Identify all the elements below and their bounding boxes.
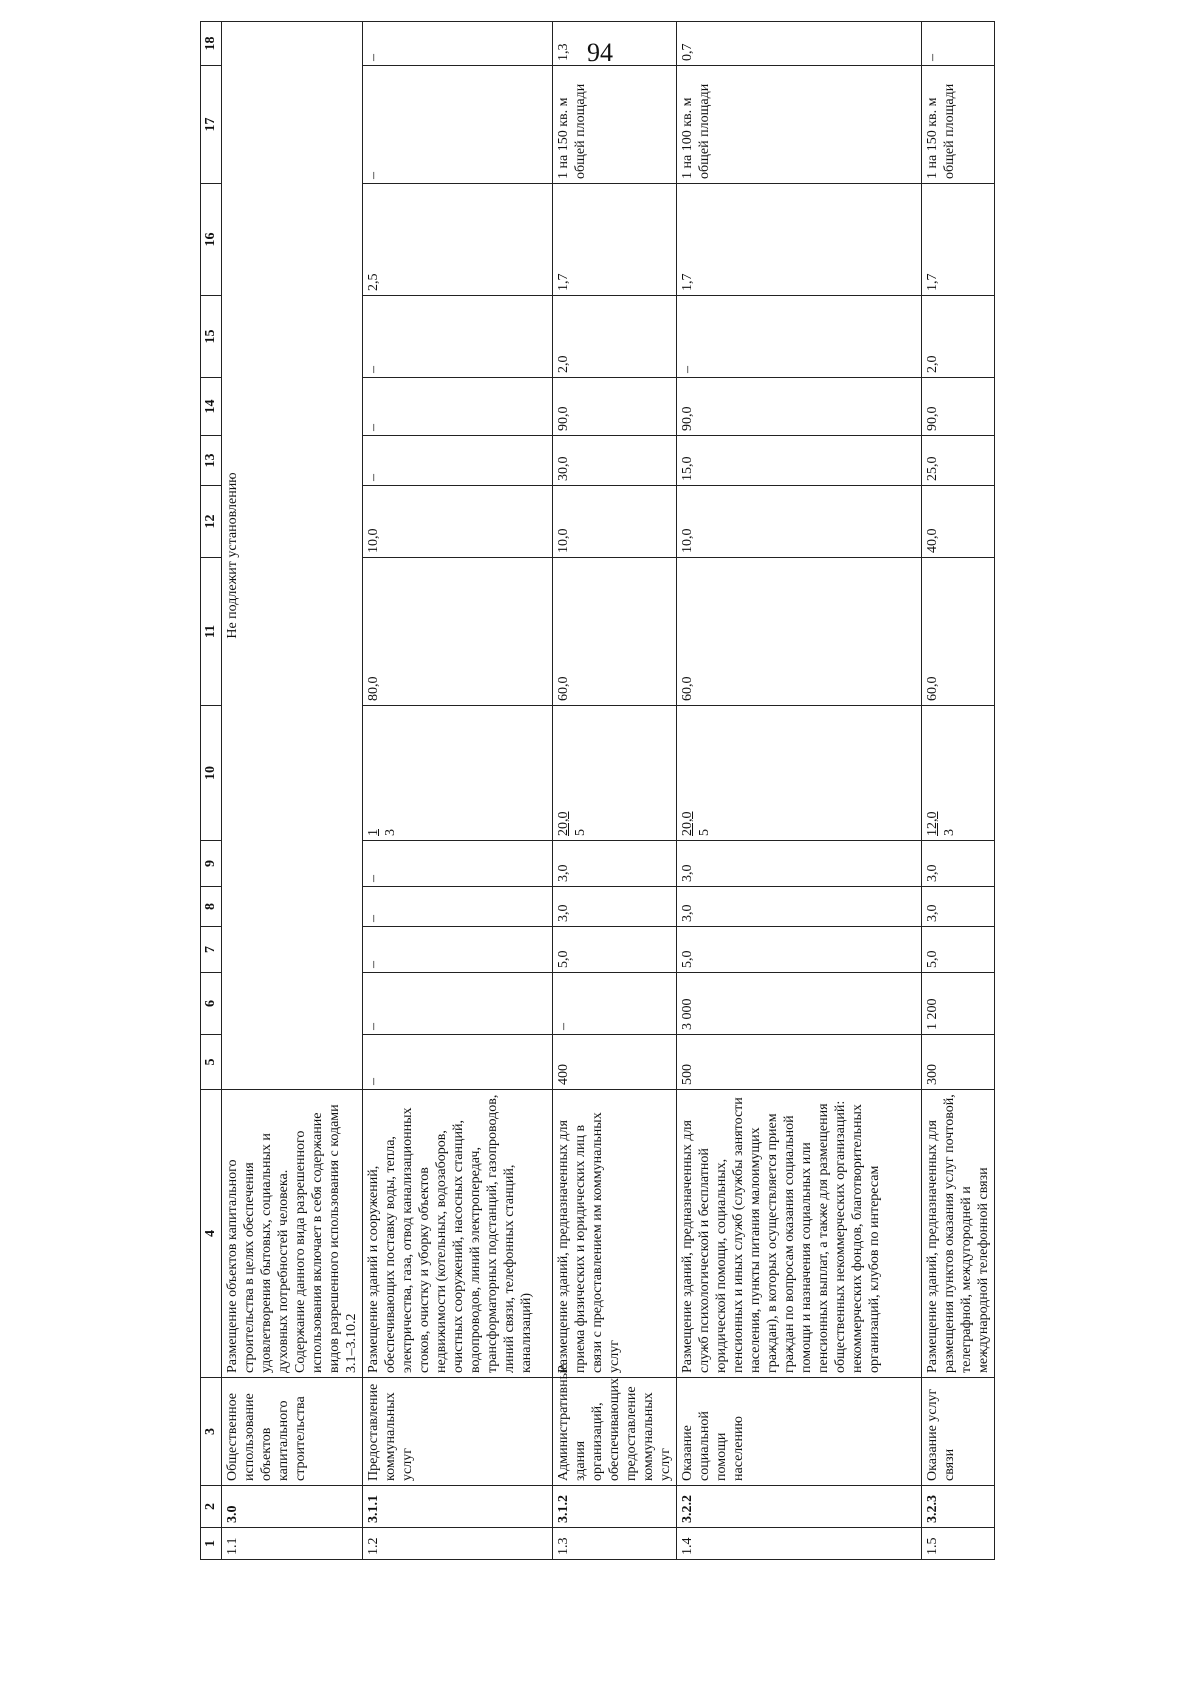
header-cell: 9: [201, 841, 222, 887]
header-cell: 16: [201, 184, 222, 296]
header-cell: 17: [201, 66, 222, 184]
use-code: 3.1.1: [363, 1486, 553, 1528]
header-cell: 6: [201, 973, 222, 1035]
table-row: [677, 22, 922, 1560]
cell-8: –: [363, 887, 553, 927]
cell-9: –: [363, 841, 553, 887]
header-cell: 4: [201, 1090, 222, 1378]
cell-9: 3,0: [922, 841, 995, 887]
cell-13: 25,0: [922, 436, 995, 486]
cell-13: 30,0: [553, 436, 677, 486]
fraction-numerator: 12,0: [925, 811, 940, 836]
row-number: 1.4: [677, 1528, 922, 1560]
cell-12: 10,0: [553, 486, 677, 558]
fraction-denominator: 5: [573, 829, 588, 836]
table-row: [922, 22, 995, 1560]
fraction-numerator: 20,0: [680, 811, 695, 836]
cell-5: 400: [553, 1035, 677, 1090]
table-row: [222, 22, 363, 1560]
cell-17: 1 на 100 кв. м общей площади: [677, 66, 922, 184]
cell-15: 2,0: [553, 296, 677, 378]
cell-13: 15,0: [677, 436, 922, 486]
cell-16: 2,5: [363, 184, 553, 296]
use-name: Оказание услуг связи: [922, 1378, 995, 1486]
cell-14: 90,0: [677, 378, 922, 436]
cell-6: 3 000: [677, 973, 922, 1035]
header-cell: 8: [201, 887, 222, 927]
cell-7: 5,0: [677, 927, 922, 973]
cell-12: 10,0: [677, 486, 922, 558]
cell-8: 3,0: [677, 887, 922, 927]
use-description: Размещение зданий и сооружений, обеспечивающих поставку воды, тепла, электричества, газа, отвод канализационных стоков, очистку и уборку объектов недвижимости (котельных, водозаборов, очистных сооружений, насосных станций, водопроводов, линий электропередач, трансформаторных подстанций, газопроводов, линий связи, телефонных станций, канализаций): [363, 1090, 553, 1378]
cell-12: 10,0: [363, 486, 553, 558]
page-number: 94: [587, 38, 613, 67]
cell-11: 60,0: [677, 558, 922, 706]
cell-7: 5,0: [922, 927, 995, 973]
cell-14: –: [363, 378, 553, 436]
header-cell: 10: [201, 706, 222, 841]
cell-10: [363, 706, 553, 841]
cell-17: 1 на 150 кв. м общей площади: [922, 66, 995, 184]
cell-11: 60,0: [922, 558, 995, 706]
use-name: Предоставление коммунальных услуг: [363, 1378, 553, 1486]
cell-10: [677, 706, 922, 841]
use-code: 3.2.2: [677, 1486, 922, 1528]
cell-10: [922, 706, 995, 841]
cell-17: –: [363, 66, 553, 184]
cell-18: 1,3: [553, 22, 677, 66]
cell-16: 1,7: [922, 184, 995, 296]
cell-11: 60,0: [553, 558, 677, 706]
cell-9: 3,0: [677, 841, 922, 887]
cell-7: 5,0: [553, 927, 677, 973]
cell-5: 300: [922, 1035, 995, 1090]
fraction-denominator: 3: [383, 829, 398, 836]
header-cell: 15: [201, 296, 222, 378]
header-cell: 2: [201, 1486, 222, 1528]
header-row: [201, 22, 222, 1560]
merged-not-established-cell: Не подлежит установлению: [222, 22, 363, 1090]
fraction-denominator: 5: [697, 829, 712, 836]
cell-11: 80,0: [363, 558, 553, 706]
land-use-table: [200, 21, 995, 1560]
cell-15: –: [363, 296, 553, 378]
cell-18: –: [922, 22, 995, 66]
cell-18: –: [363, 22, 553, 66]
use-code: 3.0: [222, 1486, 363, 1528]
use-description: Размещение объектов капитального строительства в целях обеспечения удовлетворения бытовых, социальных и духовных потребностей человека. Содержание данного вида разрешенного использования включает в себя содержание видов разрешенного использования с кодами 3.1–3.10.2: [222, 1090, 363, 1378]
cell-18: 0,7: [677, 22, 922, 66]
header-cell: 13: [201, 436, 222, 486]
cell-14: 90,0: [553, 378, 677, 436]
fraction-numerator: 1: [366, 829, 381, 836]
table-row: [553, 22, 677, 1560]
cell-5: –: [363, 1035, 553, 1090]
table-row: [363, 22, 553, 1560]
cell-9: 3,0: [553, 841, 677, 887]
header-cell: 7: [201, 927, 222, 973]
cell-15: 2,0: [922, 296, 995, 378]
header-cell: 12: [201, 486, 222, 558]
row-number: 1.5: [922, 1528, 995, 1560]
use-code: 3.1.2: [553, 1486, 677, 1528]
header-cell: 5: [201, 1035, 222, 1090]
cell-5: 500: [677, 1035, 922, 1090]
cell-14: 90,0: [922, 378, 995, 436]
cell-17: 1 на 150 кв. м общей площади: [553, 66, 677, 184]
cell-6: 1 200: [922, 973, 995, 1035]
cell-10: [553, 706, 677, 841]
cell-16: 1,7: [677, 184, 922, 296]
cell-7: –: [363, 927, 553, 973]
row-number: 1.3: [553, 1528, 677, 1560]
cell-15: –: [677, 296, 922, 378]
cell-16: 1,7: [553, 184, 677, 296]
cell-6: –: [553, 973, 677, 1035]
use-name: Оказание социальной помощи населению: [677, 1378, 922, 1486]
use-description: Размещение зданий, предназначенных для размещения пунктов оказания услуг почтовой, телеграфной, междугородней и международной телефонной связи: [922, 1090, 995, 1378]
header-cell: 11: [201, 558, 222, 706]
fraction-numerator: 20,0: [556, 811, 571, 836]
header-cell: 3: [201, 1378, 222, 1486]
header-cell: 14: [201, 378, 222, 436]
use-name: Административные здания организаций, обеспечивающих предоставление коммунальных услуг: [553, 1378, 677, 1486]
header-cell: 18: [201, 22, 222, 66]
use-description: Размещение зданий, предназначенных для приема физических и юридических лиц в связи с предоставлением им коммунальных услуг: [553, 1090, 677, 1378]
row-number: 1.1: [222, 1528, 363, 1560]
cell-12: 40,0: [922, 486, 995, 558]
cell-13: –: [363, 436, 553, 486]
cell-8: 3,0: [553, 887, 677, 927]
use-name: Общественное использование объектов капитального строительства: [222, 1378, 363, 1486]
use-code: 3.2.3: [922, 1486, 995, 1528]
fraction-denominator: 3: [942, 829, 957, 836]
cell-8: 3,0: [922, 887, 995, 927]
row-number: 1.2: [363, 1528, 553, 1560]
use-description: Размещение зданий, предназначенных для служб психологической и бесплатной юридической помощи, социальных, пенсионных и иных служб (службы занятости населения, пункты питания малоимущих граждан), в которых осуществляется прием граждан по вопросам оказания социальной помощи и назначения социальных или пенсионных выплат, а также для размещения общественных некоммерческих организаций: некоммерческих фондов, благотворительных организаций, клубов по интересам: [677, 1090, 922, 1378]
header-cell: 1: [201, 1528, 222, 1560]
cell-6: –: [363, 973, 553, 1035]
